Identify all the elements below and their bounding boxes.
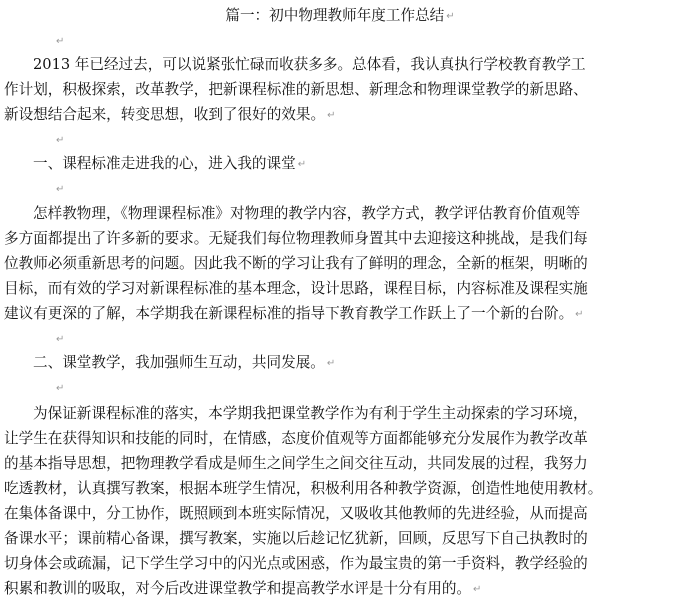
empty-line (4, 375, 676, 400)
paragraph-3-line: 为保证新课程标准的落实，本学期我把课堂教学作为有利于学生主动探索的学习环境， (33, 405, 588, 422)
section-heading-2: 二、课堂教学，我加强师生互动，共同发展。 ↵ (33, 354, 336, 371)
document-title-line (0, 3, 680, 28)
paragraph-mark-icon: ↵ (56, 184, 65, 195)
paragraph-1-line: 作计划，积极探索，改革教学，把新课程标准的新思想、新理念和物理课堂教学的新思路、 (4, 81, 588, 98)
paragraph-3-line: 在集体备课中，分工协作，既照顾到本班实际情况，又吸收其他教师的先进经验，从而提高 (4, 505, 588, 522)
empty-line (4, 326, 676, 351)
paragraph-3-line: 的基本指导思想，把物理教学看成是师生之间学生之间交往互动，共同发展的过程，我努力 (4, 455, 588, 472)
paragraph-3-line: 吃透教材，认真撰写教案，根据本班学生情况，积极利用各种教学资源，创造性地使用教材。 (4, 480, 603, 497)
paragraph-1-line: 2013 年已经过去，可以说紧张忙碌而收获多多。总体看，我认真执行学校教育教学工 (33, 56, 586, 73)
paragraph-mark-icon: ↵ (56, 135, 65, 146)
paragraph-mark-icon: ↵ (297, 159, 307, 170)
paragraph-3-line: 切身体会或疏漏，记下学生学习中的闪光点或困惑，作为最宝贵的第一手资料，教学经验的 (4, 555, 588, 572)
paragraph-3-line: 备课水平；课前精心备课，撰写教案，实施以后趁记忆犹新，回顾，反思写下自己执教时的 (4, 530, 588, 547)
paragraph-mark-icon: ↵ (446, 11, 455, 22)
empty-line (4, 176, 676, 201)
paragraph-3-line: 积累和教训的吸取，对今后改进课堂教学和提高教学水评是十分有用的。 ↵ (4, 580, 482, 597)
section-heading-1: 一、课程标准走进我的心，进入我的课堂 ↵ (33, 155, 307, 172)
paragraph-3-line: 让学生在获得知识和技能的同时，在情感，态度价值观等方面都能够充分发展作为教学改革 (4, 430, 588, 447)
document-title: 篇一：初中物理教师年度工作总结 (225, 7, 445, 24)
paragraph-mark-icon: ↵ (56, 36, 65, 47)
paragraph-mark-icon: ↵ (56, 383, 65, 394)
paragraph-2-line: 位教师必须重新思考的问题。因此我不断的学习让我有了鲜明的理念，全新的框架，明晰的 (4, 255, 588, 272)
paragraph-1-line: 新设想结合起来，转变思想，收到了很好的效果。 ↵ (4, 106, 336, 123)
paragraph-mark-icon: ↵ (575, 309, 584, 320)
empty-line (4, 127, 676, 152)
paragraph-mark-icon: ↵ (326, 358, 336, 369)
empty-line (4, 28, 676, 53)
paragraph-mark-icon: ↵ (327, 110, 336, 121)
paragraph-mark-icon: ↵ (473, 584, 482, 595)
paragraph-2-line: 目标，而有效的学习对新课程标准的基本理念，设计思路，课程目标，内容标准及课程实施 (4, 280, 588, 297)
paragraph-2-line: 怎样教物理，《物理课程标准》对物理的教学内容，教学方式，教学评估教育价值观等 (33, 205, 581, 222)
paragraph-mark-icon: ↵ (56, 334, 65, 345)
paragraph-2-line: 建议有更深的了解，本学期我在新课程标准的指导下教育教学工作跃上了一个新的台阶。 ↵ (4, 305, 584, 322)
paragraph-2-line: 多方面都提出了许多新的要求。无疑我们每位物理教师身置其中去迎接这种挑战，是我们每 (4, 230, 588, 247)
